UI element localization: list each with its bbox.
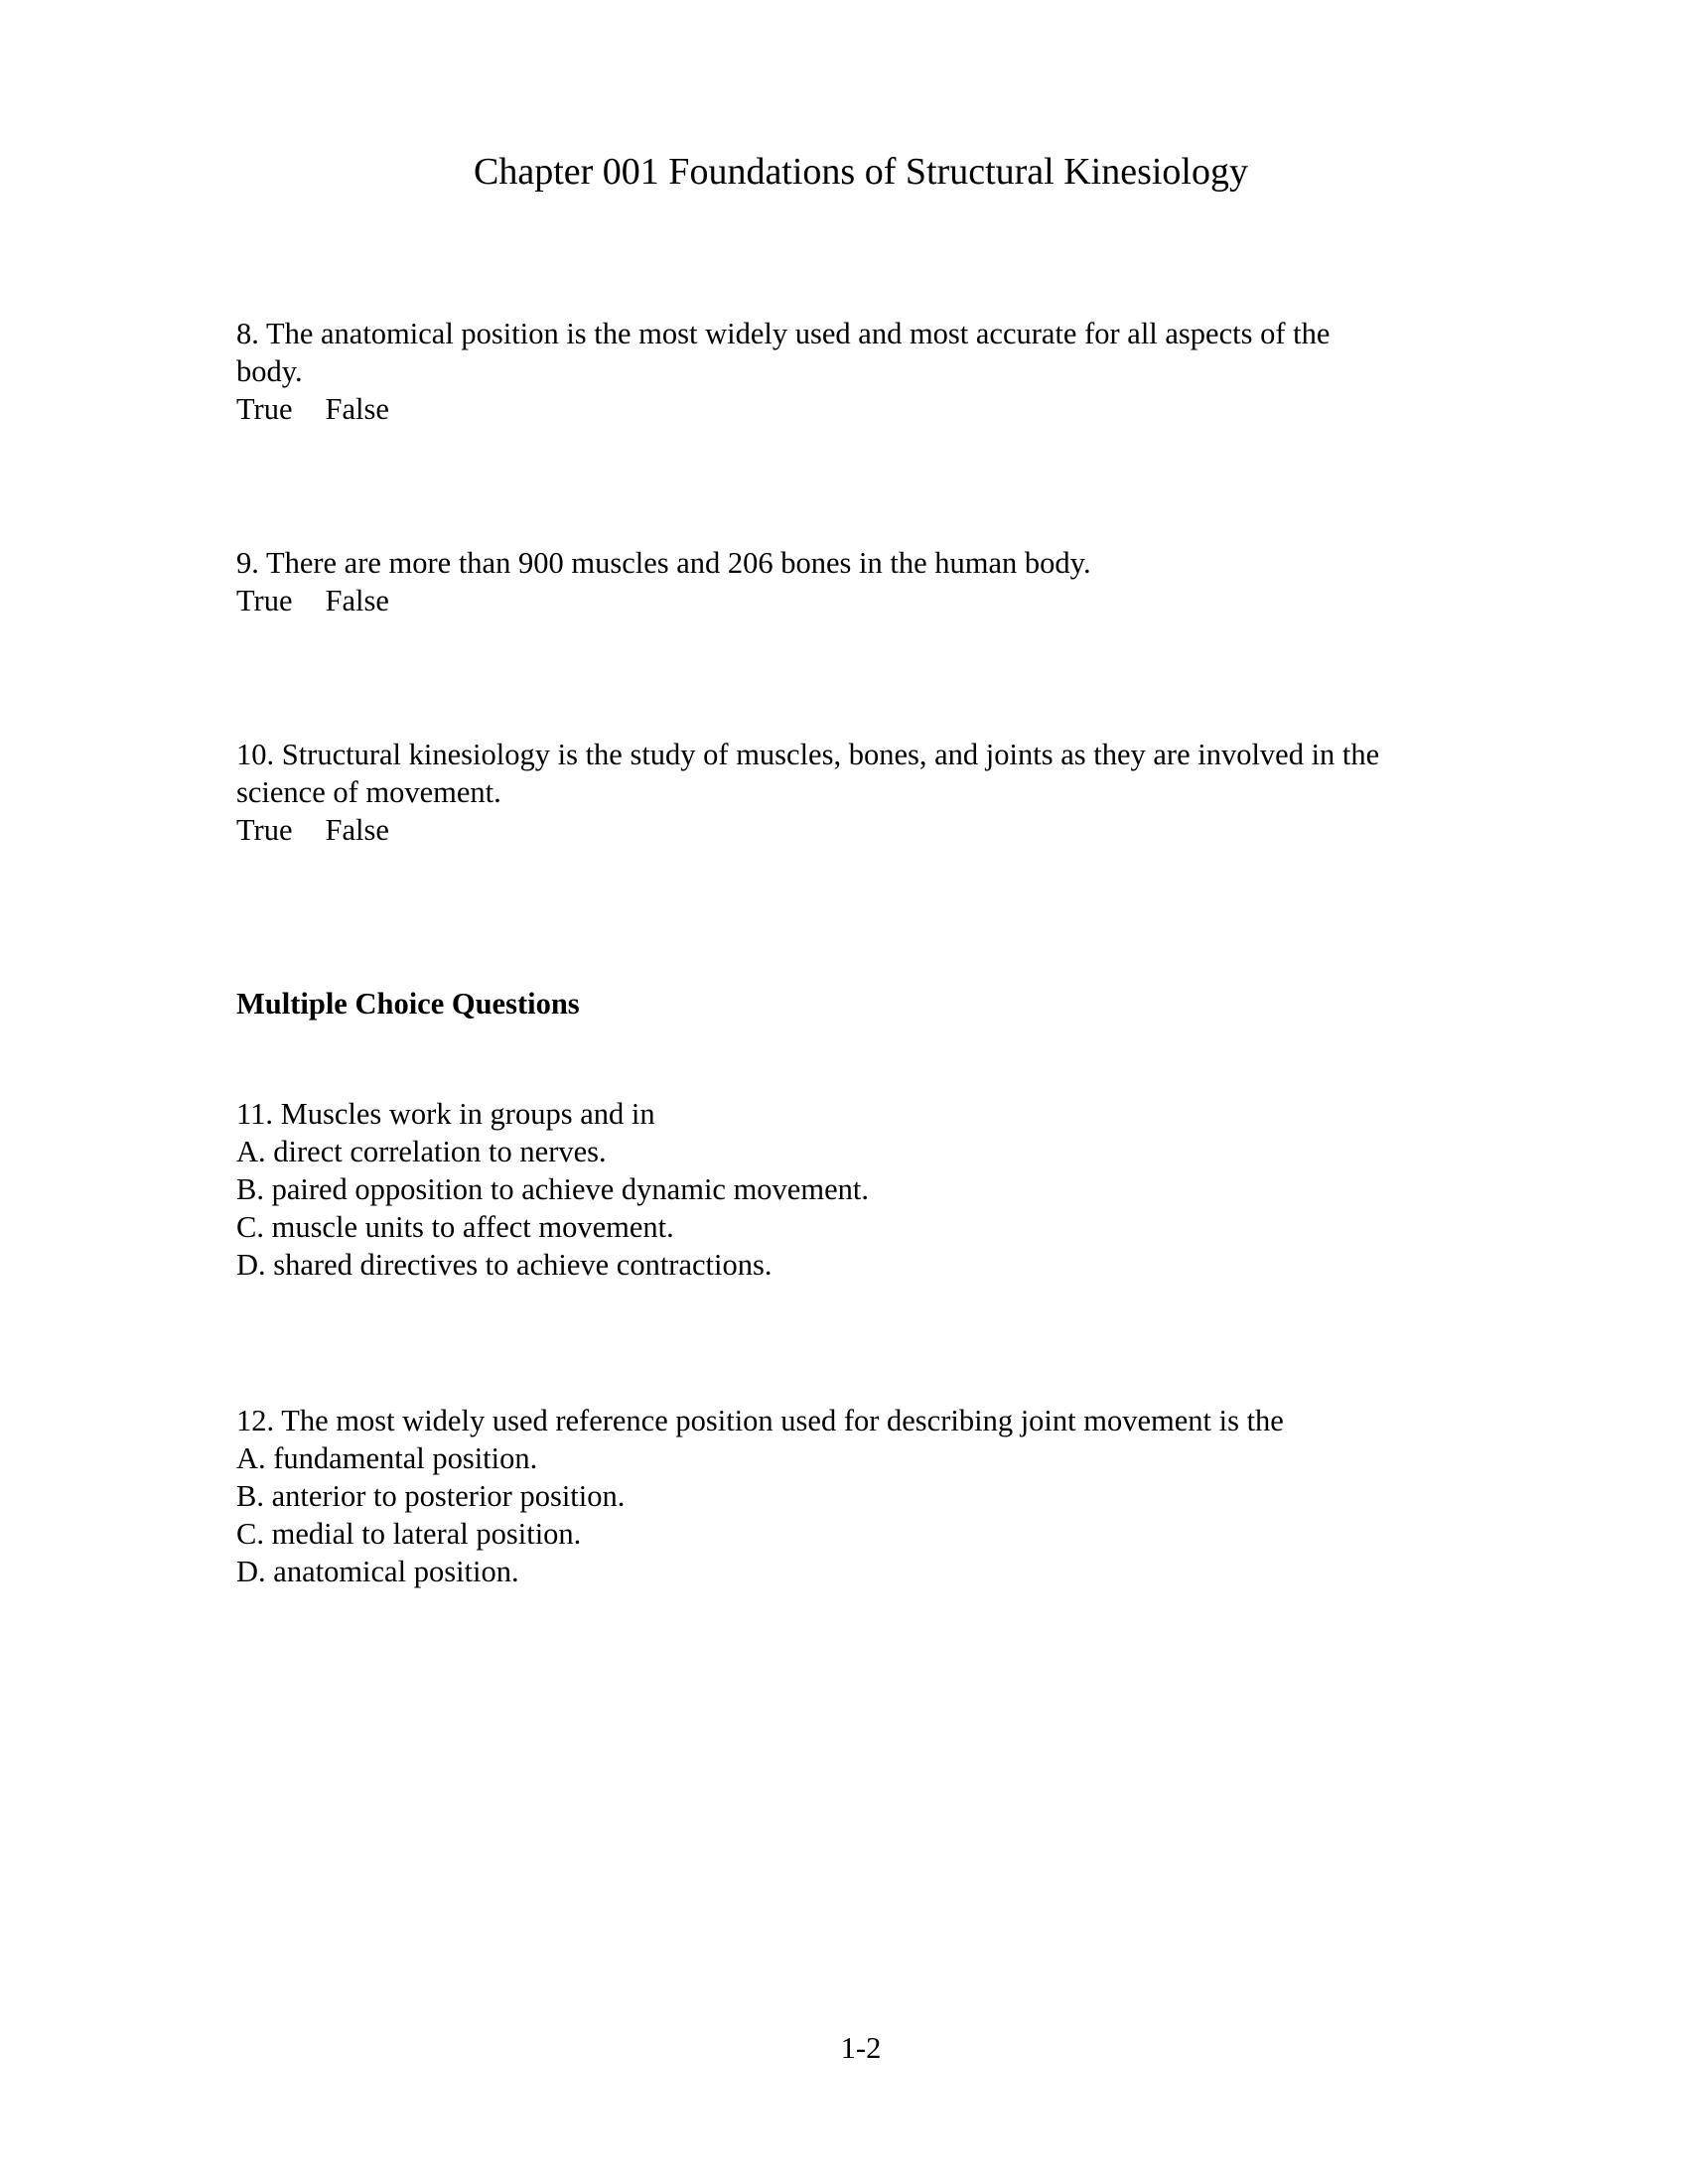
choice-b: B. anterior to posterior position. bbox=[236, 1479, 626, 1513]
question-text-line: 9. There are more than 900 muscles and 206 bones in the human body. bbox=[236, 546, 1091, 580]
question-text-line: 10. Structural kinesiology is the study of muscles, bones, and joints as they are involved in the bbox=[236, 738, 1380, 771]
true-false-options bbox=[236, 811, 1379, 849]
option-false: False bbox=[325, 584, 389, 617]
choice-d: D. anatomical position. bbox=[236, 1555, 519, 1588]
question-stem: 12. The most widely used reference position used for describing joint movement is the bbox=[236, 1404, 1284, 1437]
question-text-line: 8. The anatomical position is the most widely used and most accurate for all aspects of the bbox=[236, 317, 1331, 350]
option-true: True bbox=[236, 392, 293, 426]
question-stem: 11. Muscles work in groups and in bbox=[236, 1097, 655, 1131]
page-title: Chapter 001 Foundations of Structural Kinesiology bbox=[474, 151, 1248, 193]
choice-b: B. paired opposition to achieve dynamic movement. bbox=[236, 1172, 869, 1206]
question-8 bbox=[236, 315, 1330, 428]
option-false: False bbox=[325, 392, 389, 426]
choice-a: A. direct correlation to nerves. bbox=[236, 1135, 607, 1168]
question-9 bbox=[236, 544, 1091, 619]
choice-c: C. muscle units to affect movement. bbox=[236, 1210, 674, 1244]
option-false: False bbox=[325, 813, 389, 847]
choice-a: A. fundamental position. bbox=[236, 1441, 538, 1475]
choice-d: D. shared directives to achieve contractions. bbox=[236, 1248, 773, 1282]
question-text-line: science of movement. bbox=[236, 775, 501, 809]
option-true: True bbox=[236, 584, 293, 617]
option-true: True bbox=[236, 813, 293, 847]
section-heading: Multiple Choice Questions bbox=[236, 987, 580, 1021]
page-number: 1-2 bbox=[840, 2031, 882, 2065]
true-false-options bbox=[236, 582, 1091, 619]
true-false-options bbox=[236, 390, 1330, 428]
question-text-line: body. bbox=[236, 354, 303, 388]
question-12 bbox=[236, 1402, 1284, 1590]
question-10 bbox=[236, 736, 1379, 849]
question-11 bbox=[236, 1095, 869, 1284]
choice-c: C. medial to lateral position. bbox=[236, 1517, 582, 1551]
